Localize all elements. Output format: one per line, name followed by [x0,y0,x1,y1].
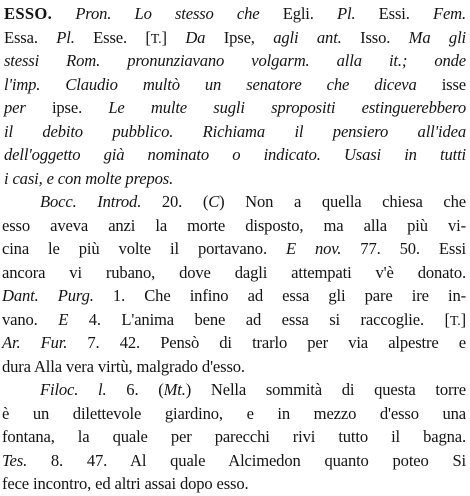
text-line [0,331,470,355]
text-segment: 1. Che infino ad essa gli pare ire in- [93,286,466,305]
text-segment: ] [460,309,466,329]
text-segment: Pl. [337,4,356,23]
text-segment: Dant. Purg. [2,286,94,305]
text-segment: Esse. [ [74,27,151,47]
text-line [0,120,470,144]
text-line [0,284,470,308]
text-segment: agli ant. [273,27,342,47]
text-line [0,26,470,50]
text-segment: ancora vi rubano, dove dagli attempati v'è donato. [2,262,466,282]
text-segment: stessi Rom. pronunziavano volgarm. alla it.; onde [4,51,466,70]
citation-paragraph [0,190,470,378]
text-segment: Essa. [4,27,57,47]
text-segment: 20. ( [141,192,209,211]
text-segment: Bocc. Introd. [40,192,142,211]
text-line [0,167,470,191]
text-segment: ) Nella sommità di questa torre [185,380,466,399]
text-segment: E nov. [285,239,342,258]
text-segment: fece incontro, ed altri assai dopo esso. [2,474,249,493]
text-segment: cina le più volte il portavano. [2,239,286,258]
text-segment: Pron. [75,4,112,23]
text-segment: Le multe sugli spropositi estinguerebbero [108,98,466,117]
text-segment: 4. L'anima bene ad essa si raccoglie. [ [68,309,450,329]
text-line [0,73,470,97]
text-segment: Ipse, [205,27,274,47]
text-segment: C [208,192,220,211]
text-segment: Fem. [432,4,466,23]
text-segment: ipse. [25,98,109,117]
text-segment: Pl. [56,27,75,47]
text-segment: Essi. [355,4,433,23]
text-line [0,237,470,261]
text-line [0,425,470,449]
headword: ESSO. [4,4,53,23]
text-line [0,308,470,332]
text-line [0,143,470,167]
text-segment: il debito pubblico. Richiama il pensiero all'idea [4,121,466,141]
text-segment: dura Alla vera virtù, malgrado d'esso. [2,356,245,376]
text-segment: Ar. Fur. [2,333,68,352]
text-segment: Lo stesso che [134,4,260,23]
text-segment: vano. [2,309,59,329]
text-segment [111,4,134,23]
text-segment: esso aveva anzi la morte disposto, ma alla più vi- [2,215,466,235]
text-segment: 77. 50. Essi [341,239,466,258]
text-segment: fontana, la quale per parecchi rivi tutto il bagna. [2,427,466,446]
text-segment: 7. 42. Pensò di trarlo per via alpestre e [67,333,466,352]
text-segment: 6. ( [106,380,164,399]
text-line [0,355,470,379]
text-segment: ] [161,27,186,47]
text-segment: T. [449,313,461,329]
text-line [0,378,470,402]
text-segment: Da [185,27,206,47]
text-line [0,214,470,238]
text-segment [52,4,75,23]
text-line [0,49,470,73]
text-segment: i casi, e con molte prepos. [4,168,174,188]
text-segment: isse [416,74,466,94]
text-line [0,472,470,496]
text-segment: Isso. [341,27,409,47]
text-line [0,402,470,426]
text-segment: Egli. [259,4,337,23]
text-line [0,96,470,120]
text-segment: Mt. [163,380,186,399]
text-segment: l'imp. Claudio multò un senatore che diceva [4,74,417,94]
text-segment: ) Non a quella chiesa che [219,192,466,211]
text-segment: Tes. [2,450,28,470]
text-segment: E [58,309,69,329]
text-line [0,449,470,473]
text-segment: 8. 47. Al quale Alcimedon quanto poteo Si [27,450,466,470]
dictionary-page [0,2,470,496]
text-line [0,190,470,214]
text-segment: è un dilettevole giardino, e in mezzo d'esso una [2,403,466,423]
text-line [0,2,470,26]
text-segment: dell'oggetto già nominato o indicato. Usasi in tutti [4,145,466,164]
text-segment: per [4,98,26,117]
text-line [0,261,470,285]
text-segment: T. [150,31,162,47]
dictionary-entry [0,2,470,190]
text-segment: Filoc. l. [40,380,107,399]
citation-paragraph [0,378,470,496]
text-segment: Ma gli [408,27,466,47]
